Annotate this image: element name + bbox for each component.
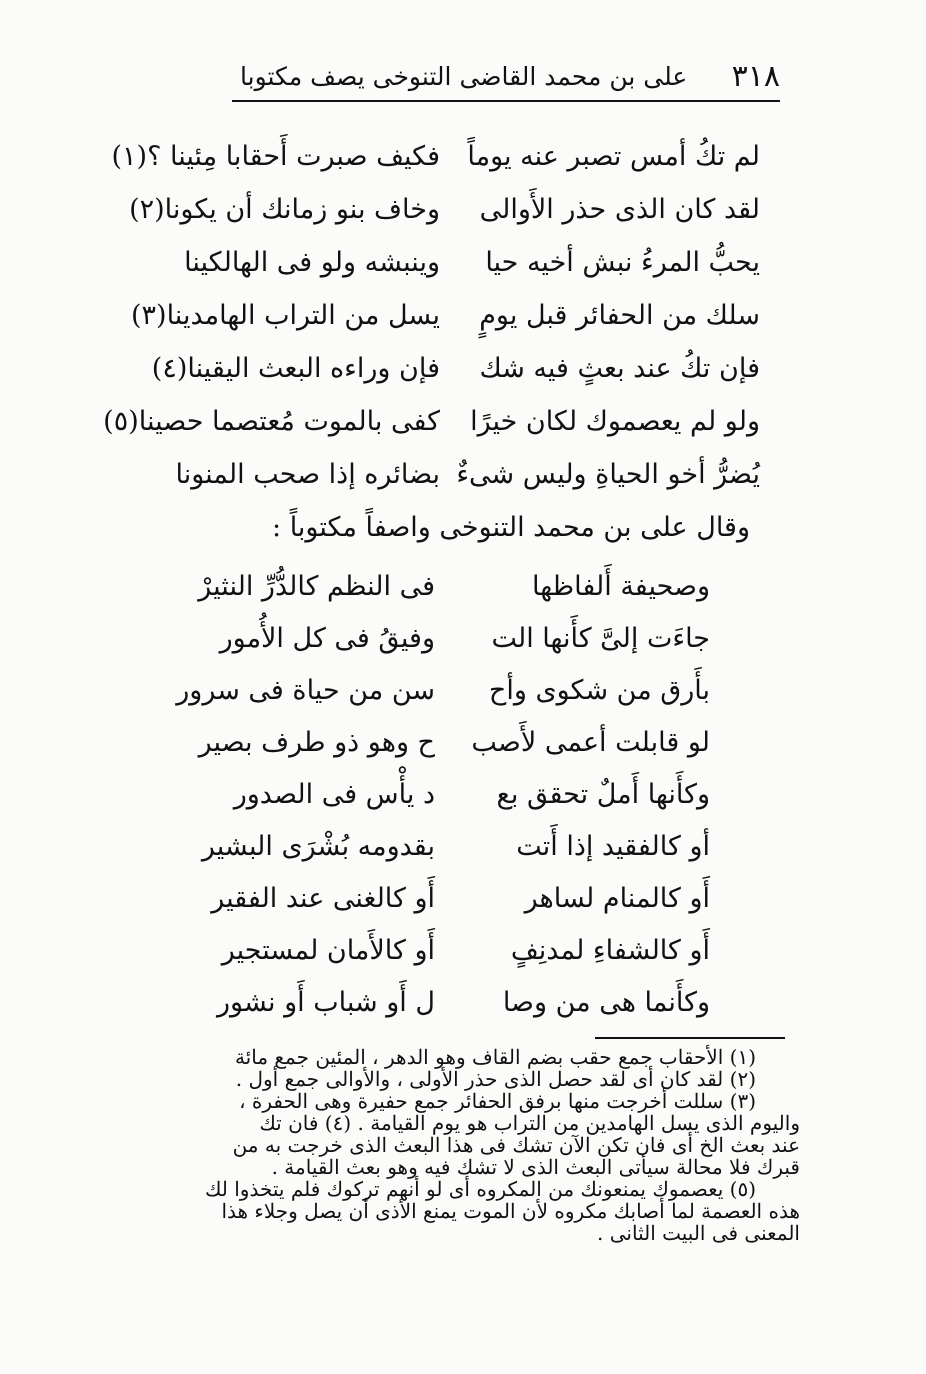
first-hemistich: لقد كان الذى حذر الأَوالى — [479, 194, 760, 225]
footnote-divider — [595, 1037, 785, 1039]
first-hemistich: يُضرُّ أخو الحياةِ وليس شىءٌ — [456, 459, 760, 490]
verse — [100, 289, 760, 342]
verse — [200, 612, 710, 664]
first-hemistich: بأَرق من شكوى وأح — [488, 674, 710, 706]
verse — [200, 768, 710, 820]
first-hemistich: لو قابلت أعمى لأَصب — [471, 726, 710, 758]
second-hemistich: وينبشه ولو فى الهالكينا — [184, 247, 440, 278]
first-hemistich: لم تكُ أمس تصبر عنه يوماً — [467, 141, 760, 172]
footnote-line: (٢) لقد كان أى لقد حصل الذى حذر الأولى ، والأوالى جمع أول . — [235, 1067, 756, 1091]
second-hemistich: فى النظم كالدُّرِّ النثيرْ — [198, 570, 435, 602]
verse — [100, 448, 760, 501]
footnote-line: (١) الأحقاب جمع حقب بضم القاف وهو الدهر ، المئين جمع مائة — [234, 1045, 756, 1069]
page-number: ٣١٨ — [731, 58, 780, 94]
first-hemistich: أو كالفقيد إذا أَتت — [516, 830, 710, 862]
verse — [100, 395, 760, 448]
second-hemistich: يسل من التراب الهامدينا(٣) — [130, 300, 440, 331]
second-hemistich: فإن وراءه البعث اليقينا(٤) — [151, 353, 440, 384]
second-hemistich: ح وهو ذو طرف بصير — [198, 726, 435, 758]
footnote-line: قبرك فلا محالة سيأتى البعث الذى لا تشك فيه وهو بعث القيامة . — [271, 1155, 800, 1179]
first-hemistich: يحبُّ المرءُ نبش أخيه حيا — [485, 247, 760, 278]
footnote-line: عند بعث الخ أى فان تكن الآن تشك فى هذا البعث الذى خرجت به من — [232, 1133, 800, 1157]
second-hemistich: بضائره إذا صحب المنونا — [175, 459, 440, 490]
poem-first — [100, 130, 760, 501]
poem-second — [176, 560, 710, 1028]
running-title: على بن محمد القاضى التنوخى يصف مكتوبا — [240, 61, 688, 91]
page-header — [232, 52, 780, 102]
second-hemistich: وخاف بنو زمانك أن يكونا(٢) — [129, 194, 440, 225]
first-hemistich: وصحيفة أَلفاظها — [531, 570, 710, 602]
first-hemistich: ولو لم يعصموك لكان خيرًا — [470, 406, 760, 437]
verse — [200, 716, 710, 768]
first-hemistich: وكأَنها أَملٌ تحقق بع — [496, 778, 710, 810]
second-hemistich: بقدومه بُشْرَى البشير — [201, 830, 435, 862]
first-hemistich: أَو كالشفاءِ لمدنِفٍ — [510, 934, 710, 966]
footnotes — [128, 1046, 800, 1244]
second-hemistich: سن من حياة فى سرور — [176, 674, 435, 706]
verse — [200, 560, 710, 612]
verse — [100, 183, 760, 236]
second-hemistich: كفى بالموت مُعتصما حصينا(٥) — [103, 406, 440, 437]
first-hemistich: فإن تكُ عند بعثٍ فيه شك — [479, 353, 760, 384]
second-hemistich: ل أَو شباب أَو نشور — [216, 986, 435, 1018]
intro-line: وقال على بن محمد التنوخى واصفاً مكتوباً : — [272, 512, 750, 543]
verse — [100, 236, 760, 289]
second-hemistich: أَو كالغنى عند الفقير — [211, 882, 435, 914]
second-hemistich: د يأْس فى الصدور — [233, 778, 435, 810]
second-hemistich: فكيف صبرت أَحقابا مِئينا ؟(١) — [111, 141, 440, 172]
first-hemistich: جاءَت إلىَّ كأَنها الت — [491, 622, 710, 654]
second-hemistich: أَو كالأَمان لمستجير — [221, 934, 435, 966]
verse — [200, 976, 710, 1028]
footnote-line: واليوم الذى يسل الهامدين من التراب هو يوم القيامة . (٤) فان تك — [259, 1111, 800, 1135]
footnote-line: (٥) يعصموك يمنعونك من المكروه أى لو أنهم تركوك فلم يتخذوا لك — [204, 1177, 756, 1201]
footnote-line: هذه العصمة لما أصابك مكروه لأن الموت يمنع الأذى أن يصل وجلاء هذا — [221, 1199, 800, 1223]
footnote-line: (٣) سللت أخرجت منها برفق الحفائر جمع حفيرة وهى الحفرة ، — [239, 1089, 756, 1113]
first-hemistich: وكأَنما هى من وصا — [502, 986, 710, 1018]
verse — [100, 130, 760, 183]
verse — [100, 342, 760, 395]
footnote-line: المعنى فى البيت الثانى . — [597, 1221, 800, 1245]
verse — [200, 820, 710, 872]
verse — [176, 664, 710, 716]
first-hemistich: أَو كالمنام لساهر — [524, 882, 710, 914]
second-hemistich: وفيقُ فى كل الأُمور — [219, 622, 435, 654]
verse — [200, 872, 710, 924]
verse — [200, 924, 710, 976]
first-hemistich: سلك من الحفائر قبل يومٍ — [479, 300, 760, 331]
